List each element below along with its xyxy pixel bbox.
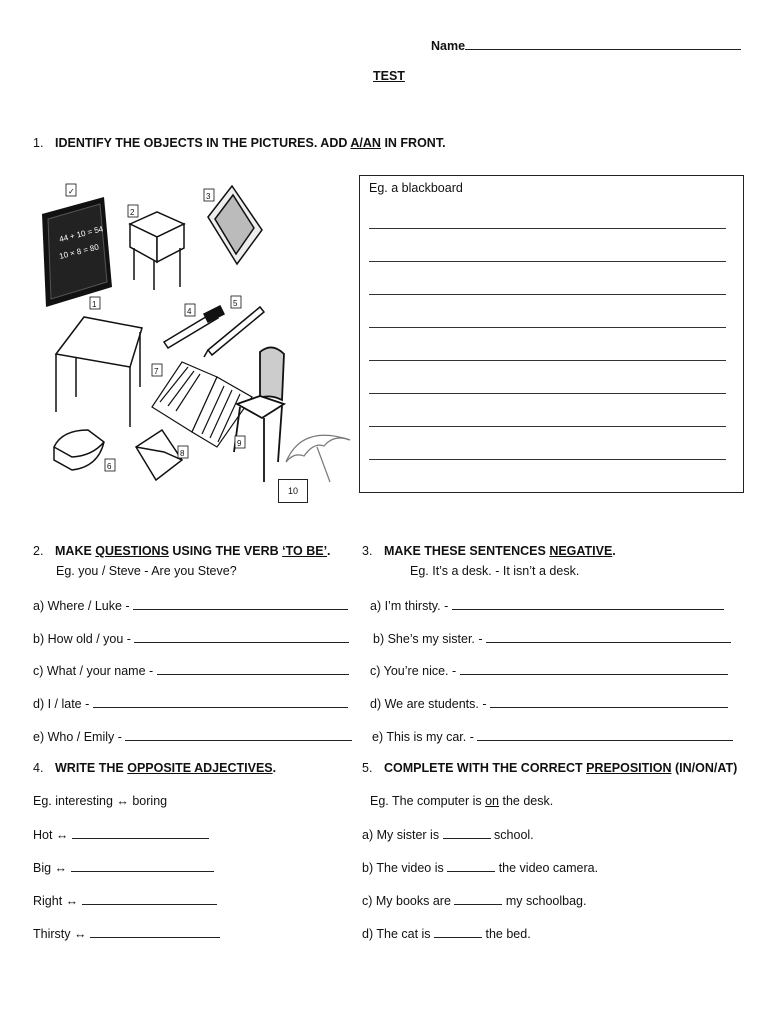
- answer-blank[interactable]: [454, 892, 502, 905]
- answer-blank[interactable]: [125, 728, 352, 741]
- section2-heading-text: MAKE: [55, 544, 96, 558]
- section4-item-big: [33, 859, 214, 875]
- section3-item-d: [370, 695, 728, 711]
- umbrella-picture: [286, 435, 350, 482]
- section3-number: 3.: [362, 544, 373, 558]
- item-label: a) I’m thirsty. -: [370, 599, 452, 613]
- section2-number: 2.: [33, 544, 44, 558]
- section1-heading-text: IDENTIFY THE OBJECTS IN THE PICTURES. ADD: [55, 136, 351, 150]
- item-label: d) The cat is: [362, 927, 435, 941]
- picture-number-6: 6: [107, 462, 112, 471]
- section4-example: Eg. interesting ↔ boring: [33, 794, 168, 808]
- classroom-objects-illustration: [32, 162, 357, 500]
- section2-item-c: [33, 662, 349, 678]
- section5-number: 5.: [362, 761, 373, 775]
- section3-heading-emph: NEGATIVE: [549, 544, 613, 558]
- section3-heading-text: MAKE THESE SENTENCES: [384, 544, 550, 558]
- answer-blank[interactable]: [133, 597, 348, 610]
- section1-heading: [33, 136, 446, 150]
- picture-number-3: 3: [206, 192, 211, 201]
- item-label: d) We are students. -: [370, 697, 490, 711]
- item-label-end: my schoolbag.: [502, 894, 587, 908]
- picture-number-1: 1: [92, 300, 97, 309]
- answer-blank[interactable]: [72, 826, 209, 839]
- section2-heading-end: .: [327, 544, 331, 558]
- school-desk-picture: [130, 212, 184, 290]
- answer-blank[interactable]: [157, 662, 349, 675]
- section5-heading-end: (IN/ON/AT): [671, 761, 738, 775]
- item-label-end: school.: [490, 828, 534, 842]
- item-label-end: the bed.: [482, 927, 531, 941]
- answer-blank[interactable]: [443, 826, 491, 839]
- answer-blank[interactable]: [452, 597, 724, 610]
- item-label: Thirsty ↔: [33, 927, 90, 941]
- section2-heading: [33, 544, 331, 558]
- answer-line-8[interactable]: [369, 459, 726, 460]
- item-label-end: the video camera.: [495, 861, 599, 875]
- answer-line-5[interactable]: [369, 360, 726, 361]
- section2-heading-emph: QUESTIONS: [95, 544, 169, 558]
- example-text-end: the desk.: [499, 794, 554, 808]
- item-label: b) How old / you -: [33, 632, 135, 646]
- section3-item-a: [370, 597, 724, 613]
- chair-picture: [234, 347, 284, 482]
- blackboard-picture: [42, 197, 112, 307]
- answer-blank[interactable]: [434, 925, 482, 938]
- section4-number: 4.: [33, 761, 44, 775]
- answer-line-4[interactable]: [369, 327, 726, 328]
- answer-blank[interactable]: [71, 859, 214, 872]
- section5-item-b: [362, 859, 598, 875]
- section3-heading: [362, 544, 616, 558]
- section4-heading-emph: OPPOSITE ADJECTIVES: [127, 761, 273, 775]
- item-label: Hot ↔: [33, 828, 72, 842]
- section2-heading-emph2: ‘TO BE’: [282, 544, 328, 558]
- item-label: c) What / your name -: [33, 664, 157, 678]
- item-label: Right ↔: [33, 894, 82, 908]
- answer-line-3[interactable]: [369, 294, 726, 295]
- picture-number-check: ✓: [68, 187, 75, 196]
- answer-line-1[interactable]: [369, 228, 726, 229]
- picture-number-9: 9: [237, 439, 242, 448]
- section4-heading-text: WRITE THE: [55, 761, 128, 775]
- section1-answer-box: [359, 175, 744, 493]
- svg-text:44 + 10 = 54: 44 + 10 = 54: [58, 224, 105, 244]
- section3-example: Eg. It’s a desk. - It isn’t a desk.: [410, 564, 580, 578]
- section3-item-b: [373, 630, 731, 646]
- item-label: b) The video is: [362, 861, 448, 875]
- section4-item-right: [33, 892, 217, 908]
- example-text: Eg. The computer is: [370, 794, 486, 808]
- section3-item-e: [372, 728, 733, 744]
- table-picture: [56, 317, 142, 427]
- name-blank[interactable]: [465, 37, 741, 50]
- section4-item-hot: [33, 826, 209, 842]
- section1-number: 1.: [33, 136, 44, 150]
- item-label: d) I / late -: [33, 697, 93, 711]
- section1-example: Eg. a blackboard: [369, 181, 463, 195]
- envelope-picture: [136, 430, 182, 480]
- answer-blank[interactable]: [90, 925, 220, 938]
- section2-example: Eg. you / Steve - Are you Steve?: [56, 564, 237, 578]
- section5-heading-emph: PREPOSITION: [586, 761, 672, 775]
- item-label: c) You’re nice. -: [370, 664, 460, 678]
- picture-number-8: 8: [180, 449, 185, 458]
- eraser-picture: [54, 430, 104, 470]
- book-picture: [208, 186, 262, 264]
- section4-heading-end: .: [272, 761, 277, 775]
- section2-heading-mid: USING THE VERB: [168, 544, 283, 558]
- item-label: e) Who / Emily -: [33, 730, 126, 744]
- answer-blank[interactable]: [460, 662, 728, 675]
- section5-item-a: [362, 826, 534, 842]
- section5-heading: [362, 761, 737, 775]
- item-label: b) She’s my sister. -: [373, 632, 486, 646]
- svg-text:10 × 8 = 80: 10 × 8 = 80: [58, 242, 100, 261]
- example-emph: on: [485, 794, 500, 808]
- section2-item-e: [33, 728, 352, 744]
- item-label: e) This is my car. -: [372, 730, 478, 744]
- answer-blank[interactable]: [477, 728, 733, 741]
- section2-item-a: [33, 597, 348, 613]
- section5-item-c: [362, 892, 586, 908]
- answer-blank[interactable]: [447, 859, 495, 872]
- answer-blank[interactable]: [134, 630, 349, 643]
- section5-heading-text: COMPLETE WITH THE CORRECT: [384, 761, 587, 775]
- section3-heading-end: .: [612, 544, 616, 558]
- section1-heading-emph: A/AN: [350, 136, 381, 150]
- name-field: [431, 37, 741, 53]
- name-label: Name: [431, 39, 466, 53]
- section1-heading-end: IN FRONT.: [380, 136, 446, 150]
- picture-number-5: 5: [233, 299, 238, 308]
- section2-item-b: [33, 630, 349, 646]
- answer-line-7[interactable]: [369, 426, 726, 427]
- item-label: a) Where / Luke -: [33, 599, 134, 613]
- section3-item-c: [370, 662, 728, 678]
- section5-item-d: [362, 925, 531, 941]
- answer-blank[interactable]: [490, 695, 728, 708]
- section2-item-d: [33, 695, 348, 711]
- picture-number-10: 10: [278, 479, 308, 503]
- page-title: TEST: [373, 69, 405, 83]
- item-label: Big ↔: [33, 861, 71, 875]
- item-label: a) My sister is: [362, 828, 443, 842]
- answer-blank[interactable]: [82, 892, 217, 905]
- section5-example: [370, 794, 553, 808]
- answer-blank[interactable]: [93, 695, 348, 708]
- section4-heading: [33, 761, 276, 775]
- picture-number-7: 7: [154, 367, 159, 376]
- answer-blank[interactable]: [486, 630, 731, 643]
- answer-line-6[interactable]: [369, 393, 726, 394]
- section4-item-thirsty: [33, 925, 220, 941]
- item-label: c) My books are: [362, 894, 455, 908]
- picture-number-4: 4: [187, 307, 192, 316]
- picture-number-2: 2: [130, 208, 135, 217]
- answer-line-2[interactable]: [369, 261, 726, 262]
